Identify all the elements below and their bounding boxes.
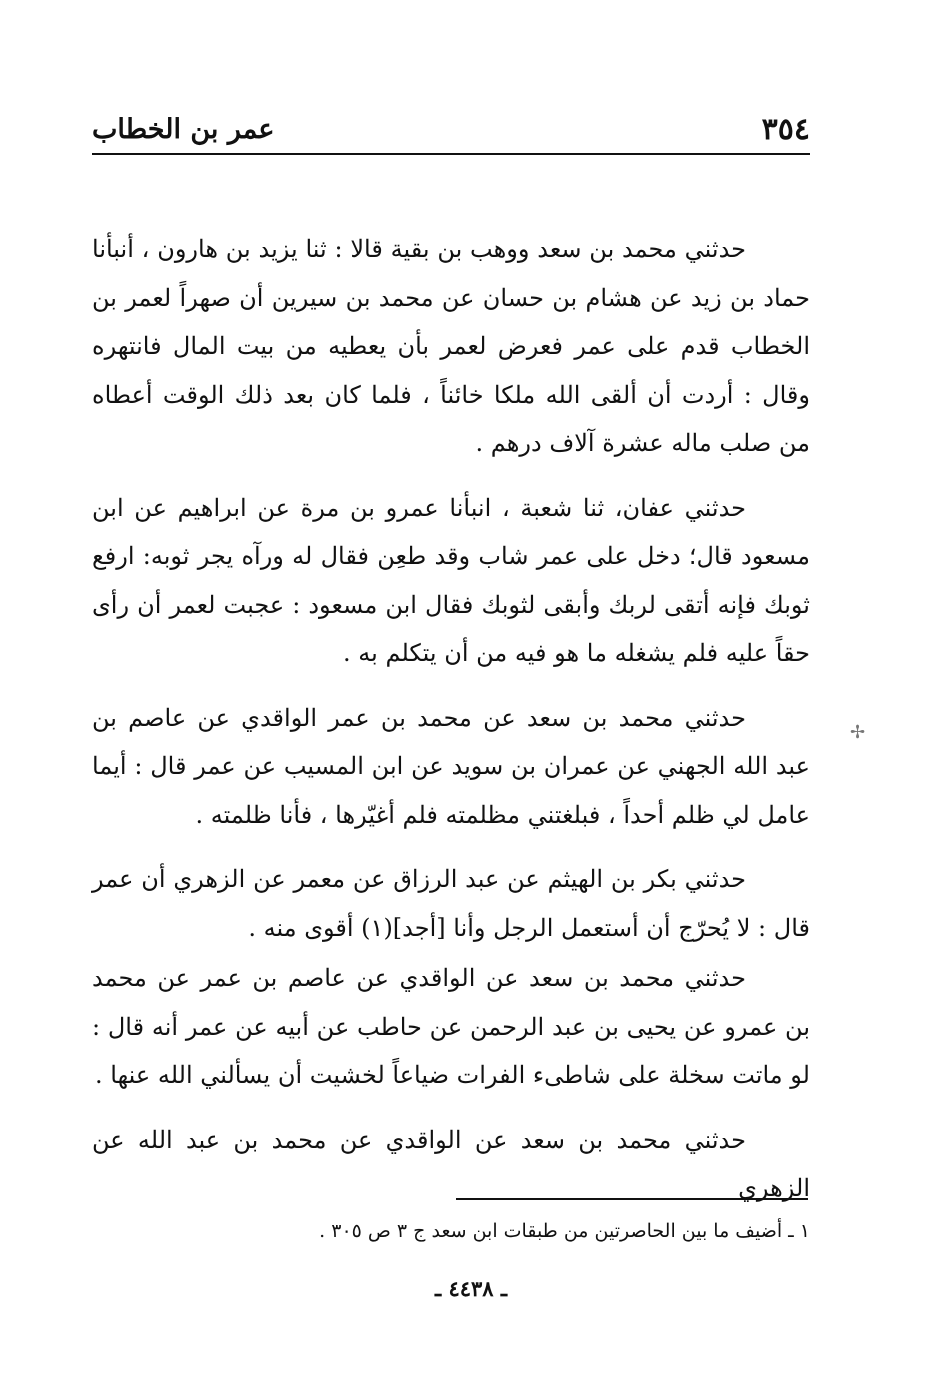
header-rule [92,153,810,155]
body-text [92,225,810,1229]
margin-mark: ✢ [850,722,866,743]
footnote: ١ ـ أضيف ما بين الحاصرتين من طبقات ابن سعد ج ٣ ص ٣٠٥ . [319,1220,810,1242]
footnote-rule [456,1198,808,1200]
paragraph-5: حدثني محمد بن سعد عن الواقدي عن عاصم بن عمر عن محمد بن عمرو عن يحيى بن عبد الرحمن عن حاطب عن أبيه عن عمر أنه قال : لو ماتت سخلة على شاطىء الفرات ضياعاً لخشيت أن يسألني الله عنها . [92,964,810,1089]
folio-number: ـ ٤٤٣٨ ـ [434,1276,508,1301]
paragraph-1: حدثني محمد بن سعد ووهب بن بقية قالا : ثنا يزيد بن هارون ، أنبأنا حماد بن زيد عن هشام بن حسان عن محمد بن سيرين أن صهراً لعمر بن الخطاب قدم على عمر فعرض لعمر بأن يعطيه من بيت المال فانتهره وقال : أردت أن ألقى الله ملكا خائناً ، فلما كان بعد ذلك الوقت أعطاه من صلب ماله عشرة آلاف درهم . [92,235,810,457]
page-number: ٣٥٤ [761,112,810,147]
paragraph-3: حدثني محمد بن سعد عن محمد بن عمر الواقدي عن عاصم بن عبد الله الجهني عن عمران بن سويد عن ابن المسيب عن عمر قال : أيما عامل لي ظلم أحداً ، فبلغتني مظلمته فلم أغيّرها ، فأنا ظلمته . [92,703,810,829]
paragraph-6: حدثني محمد بن سعد عن الواقدي عن محمد بن عبد الله عن الزهري [92,1125,810,1202]
paragraph-2: حدثني عفان، ثنا شعبة ، انبأنا عمرو بن مرة عن ابراهيم عن ابن مسعود قال؛ دخل على عمر شاب وقد طعِن فقال له ورآه يجر ثوبه: ارفع ثوبك فإنه أتقى لربك وأبقى لثوبك فقال ابن مسعود : عجبت لعمر أن رأى حقاً عليه فلم يشغله ما هو فيه من أن يتكلم به . [92,493,810,667]
page-header [92,108,810,156]
paragraph-4: حدثني بكر بن الهيثم عن عبد الرزاق عن معمر عن الزهري أن عمر قال : لا يُحرّج أن أستعمل الرجل وأنا [أجد](١) أقوى منه . [92,865,810,942]
running-title: عمر بن الخطاب [92,114,275,145]
